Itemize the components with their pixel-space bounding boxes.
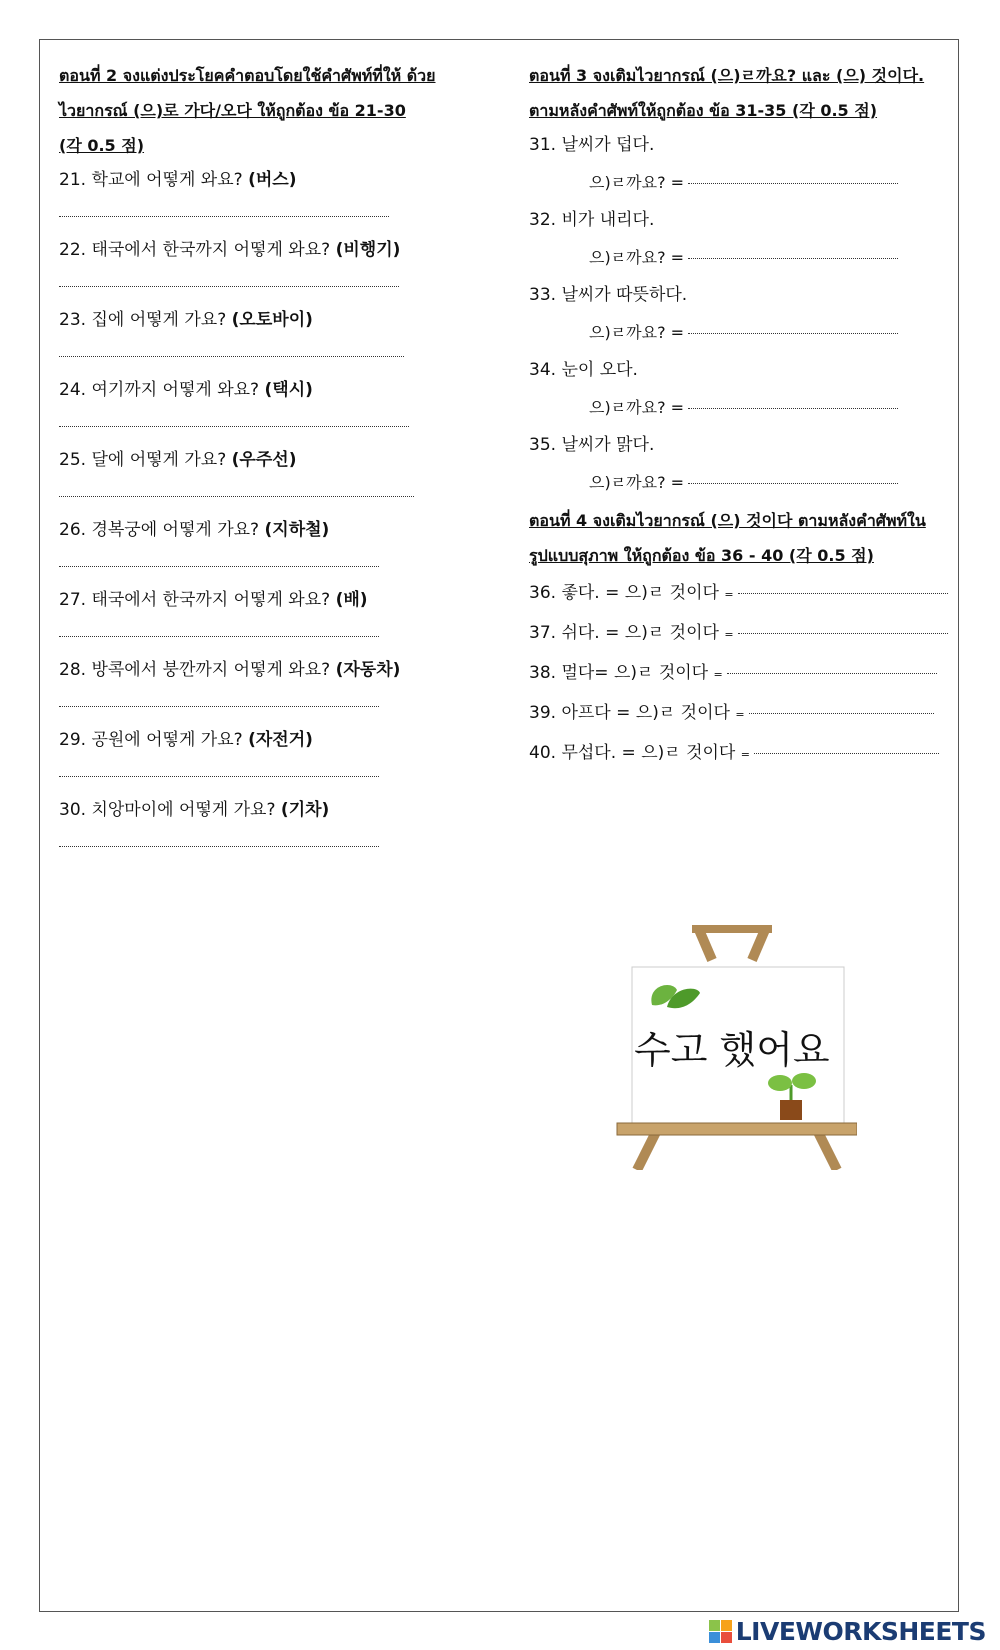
- question-number: 30.: [59, 800, 87, 820]
- part2-header-line-1: ตอนที่ 2 จงแต่งประโยคคำตอบโดยใช้คำศัพท์ที่ให้ ด้วย: [59, 66, 436, 85]
- question-text: 날씨가 따뜻하다.: [561, 285, 688, 305]
- answer-blank[interactable]: [59, 478, 469, 513]
- question-number: 22.: [59, 240, 87, 260]
- part3-section: [529, 58, 949, 773]
- question-number: 21.: [59, 170, 87, 190]
- question-hint: (자동차): [335, 660, 401, 680]
- answer-row: [529, 463, 949, 503]
- answer-blank[interactable]: [688, 333, 898, 334]
- part2-question: [59, 163, 469, 198]
- question-hint: (자전거): [248, 730, 313, 750]
- grammar-form: 으)ㄹ 것이다: [613, 663, 709, 683]
- grammar-form: 으)ㄹ 것이다: [641, 743, 736, 763]
- question-number: 37.: [529, 623, 557, 643]
- grammar-form: 으)ㄹ까요? =: [589, 173, 685, 192]
- equals-sign: =: [713, 668, 723, 681]
- question-text: 멀다=: [561, 663, 609, 683]
- part4-question: [529, 693, 949, 733]
- answer-blank[interactable]: [59, 688, 469, 723]
- part2-question: [59, 583, 469, 618]
- illustration-caption: 수고 했어요: [634, 1028, 830, 1072]
- question-text: 태국에서 한국까지 어떻게 와요?: [91, 240, 331, 260]
- answer-blank[interactable]: [59, 758, 469, 793]
- grammar-form: 으)ㄹ까요? =: [589, 473, 685, 492]
- equals-sign: =: [724, 588, 734, 601]
- part4-question: [529, 733, 949, 773]
- question-text: 날씨가 맑다.: [561, 435, 655, 455]
- part2-section: [59, 58, 469, 863]
- question-text: 달에 어떻게 가요?: [91, 450, 227, 470]
- liveworksheets-logo: [709, 1612, 986, 1650]
- question-hint: (배): [335, 590, 368, 610]
- part4-section: [529, 503, 949, 773]
- part3-question: [529, 203, 949, 238]
- equals-sign: =: [724, 628, 734, 641]
- answer-row: [529, 313, 949, 353]
- part2-question: [59, 303, 469, 338]
- part2-header-line-3: (각 0.5 점): [59, 136, 145, 155]
- question-hint: (지하철): [264, 520, 330, 540]
- grammar-form: 으)ㄹ까요? =: [589, 398, 685, 417]
- part2-question: [59, 373, 469, 408]
- question-text: 쉬다. =: [561, 623, 620, 643]
- question-text: 여기까지 어떻게 와요?: [91, 380, 260, 400]
- part4-header-line-1: ตอนที่ 4 จงเติมไวยากรณ์ (으) 것이다 ตามหลังคำศัพท์ใน: [529, 511, 926, 530]
- answer-blank[interactable]: [738, 633, 948, 634]
- grammar-form: 으)ㄹ 것이다: [635, 703, 730, 723]
- grammar-form: 으)ㄹ까요? =: [589, 323, 685, 342]
- question-text: 눈이 오다.: [561, 360, 638, 380]
- part3-question: [529, 353, 949, 388]
- answer-blank[interactable]: [688, 483, 898, 484]
- question-text: 방콕에서 붕깐까지 어떻게 와요?: [91, 660, 331, 680]
- question-number: 29.: [59, 730, 87, 750]
- question-number: 34.: [529, 360, 557, 380]
- grammar-form: 으)ㄹ까요? =: [589, 248, 685, 267]
- question-number: 25.: [59, 450, 87, 470]
- answer-blank[interactable]: [738, 593, 948, 594]
- part3-question: [529, 128, 949, 163]
- part3-header-line-1: ตอนที่ 3 จงเติมไวยากรณ์ (으)ㄹ까요? และ (으) 것이다.: [529, 66, 925, 85]
- answer-blank[interactable]: [59, 548, 469, 583]
- question-number: 32.: [529, 210, 557, 230]
- question-hint: (우주선): [231, 450, 297, 470]
- question-text: 치앙마이에 어떻게 가요?: [91, 800, 276, 820]
- part4-question: [529, 613, 949, 653]
- question-text: 태국에서 한국까지 어떻게 와요?: [91, 590, 331, 610]
- question-number: 27.: [59, 590, 87, 610]
- part2-question: [59, 723, 469, 758]
- question-hint: (오토바이): [231, 310, 313, 330]
- brand-name: LIVEWORKSHEETS: [735, 1616, 986, 1646]
- question-hint: (버스): [248, 170, 297, 190]
- question-text: 좋다. =: [561, 583, 620, 603]
- part2-question: [59, 233, 469, 268]
- answer-row: [529, 238, 949, 278]
- part4-header-line-2: รูปแบบสุภาพ ให้ถูกต้อง ข้อ 36 - 40 (각 0.5 점): [529, 546, 874, 565]
- easel-illustration: [612, 925, 857, 1170]
- question-number: 24.: [59, 380, 87, 400]
- grammar-form: 으)ㄹ 것이다: [624, 583, 719, 603]
- liveworksheets-logo-icon: [709, 1620, 732, 1643]
- part2-question: [59, 513, 469, 548]
- answer-blank[interactable]: [59, 408, 469, 443]
- equals-sign: =: [740, 748, 750, 761]
- question-text: 비가 내리다.: [561, 210, 655, 230]
- question-number: 33.: [529, 285, 557, 305]
- part2-header-line-2: ไวยากรณ์ (으)로 가다/오다 ให้ถูกต้อง ข้อ 21-30: [59, 101, 406, 120]
- question-text: 공원에 어떻게 가요?: [91, 730, 243, 750]
- question-number: 40.: [529, 743, 557, 763]
- easel-board-icon: [612, 925, 857, 1170]
- part2-question: [59, 443, 469, 478]
- question-number: 39.: [529, 703, 557, 723]
- answer-blank[interactable]: [749, 713, 934, 714]
- answer-blank[interactable]: [688, 183, 898, 184]
- answer-blank[interactable]: [59, 338, 469, 373]
- answer-row: [529, 163, 949, 203]
- part2-question: [59, 653, 469, 688]
- question-text: 학교에 어떻게 와요?: [91, 170, 243, 190]
- answer-blank[interactable]: [727, 673, 937, 674]
- question-hint: (택시): [264, 380, 313, 400]
- part3-question: [529, 278, 949, 313]
- question-text: 날씨가 덥다.: [561, 135, 655, 155]
- question-number: 31.: [529, 135, 557, 155]
- question-text: 경복궁에 어떻게 가요?: [91, 520, 260, 540]
- question-number: 38.: [529, 663, 557, 683]
- part3-question: [529, 428, 949, 463]
- answer-blank[interactable]: [59, 618, 469, 653]
- question-number: 35.: [529, 435, 557, 455]
- answer-blank[interactable]: [59, 198, 469, 233]
- question-number: 36.: [529, 583, 557, 603]
- equals-sign: =: [735, 708, 745, 721]
- question-hint: (기차): [280, 800, 330, 820]
- question-text: 집에 어떻게 가요?: [91, 310, 227, 330]
- question-text: 무섭다. =: [561, 743, 636, 763]
- question-number: 28.: [59, 660, 87, 680]
- part3-header-line-2: ตามหลังคำศัพท์ให้ถูกต้อง ข้อ 31-35 (각 0.5 점): [529, 101, 878, 120]
- grammar-form: 으)ㄹ 것이다: [624, 623, 719, 643]
- answer-blank[interactable]: [688, 258, 898, 259]
- part4-question: [529, 653, 949, 693]
- question-hint: (비행기): [335, 240, 401, 260]
- answer-blank[interactable]: [688, 408, 898, 409]
- question-number: 23.: [59, 310, 87, 330]
- answer-blank[interactable]: [754, 753, 939, 754]
- question-number: 26.: [59, 520, 87, 540]
- answer-blank[interactable]: [59, 828, 469, 863]
- answer-blank[interactable]: [59, 268, 469, 303]
- question-text: 아프다 =: [561, 703, 631, 723]
- part2-question: [59, 793, 469, 828]
- part4-question: [529, 573, 949, 613]
- answer-row: [529, 388, 949, 428]
